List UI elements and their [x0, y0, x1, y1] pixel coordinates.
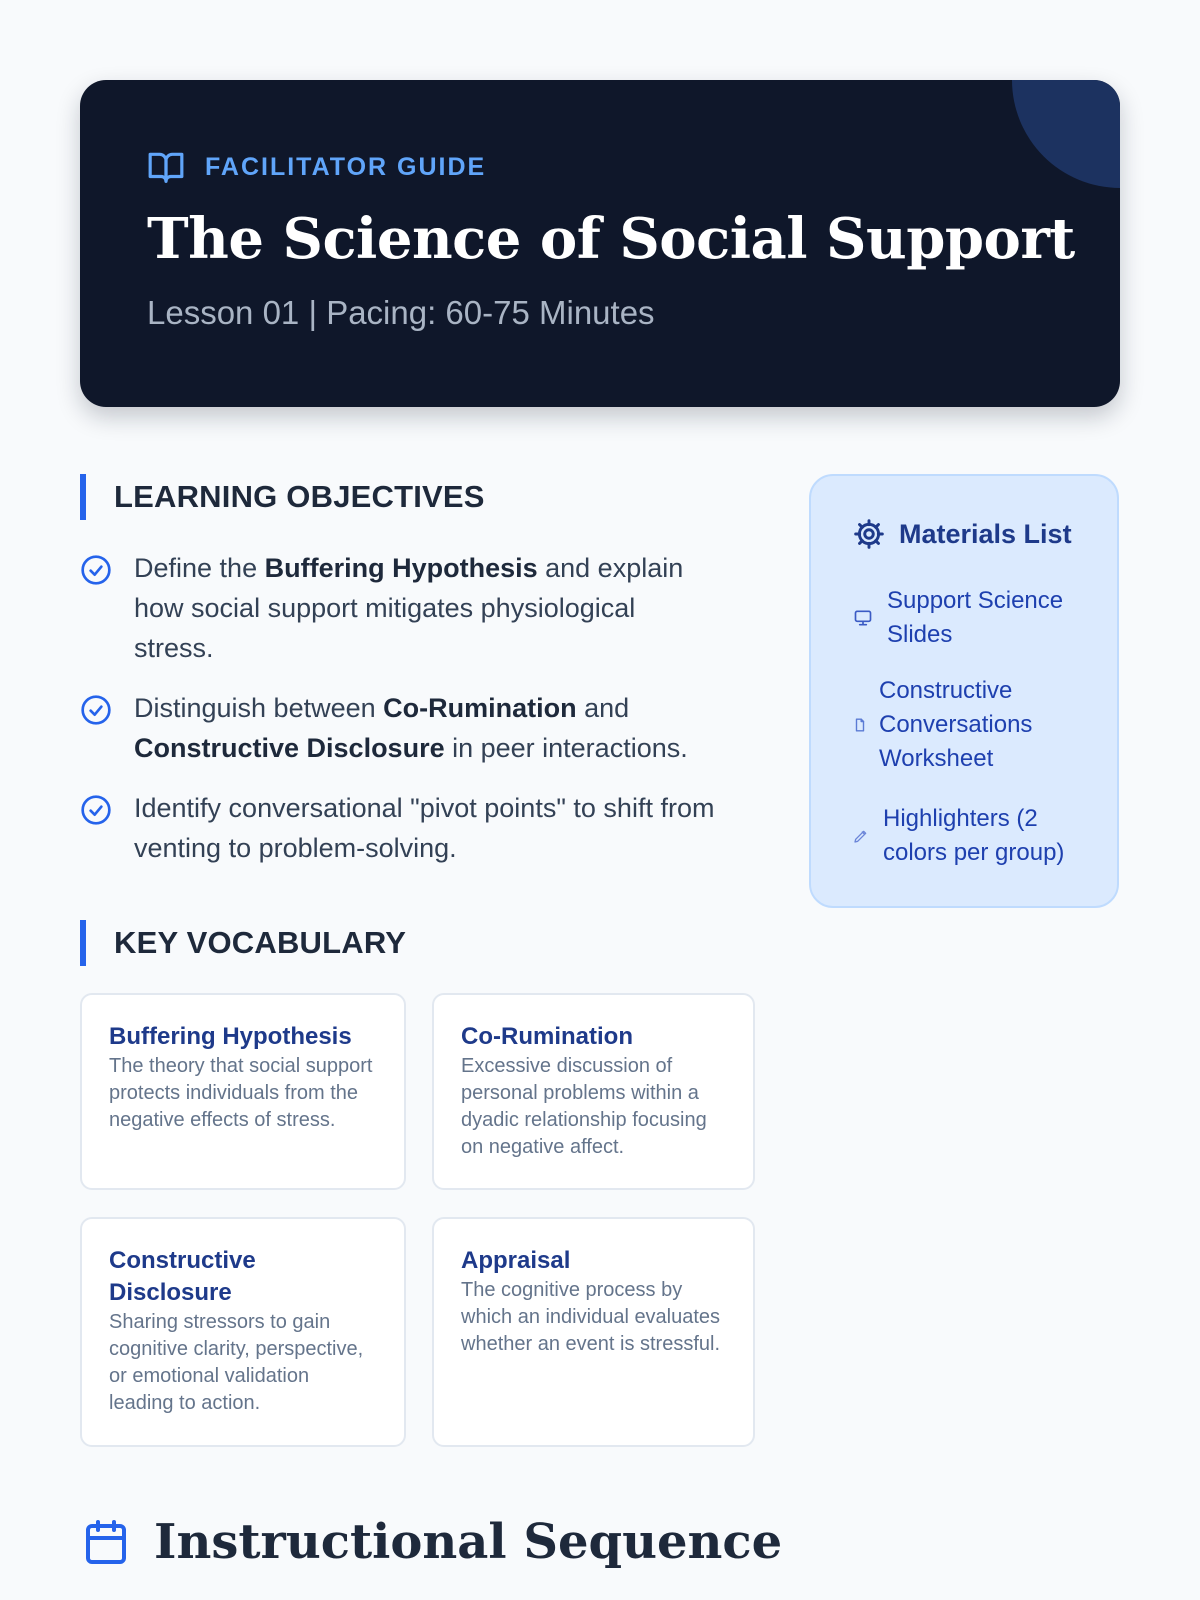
section-accent-bar	[80, 474, 86, 520]
vocab-card	[80, 993, 406, 1190]
calendar-icon	[82, 1517, 130, 1567]
vocab-card	[432, 1217, 755, 1447]
vocab-definition: Excessive discussion of personal problems within a dyadic relationship focusing on negative affect.	[461, 1055, 707, 1158]
vocab-term: Co-Rumination	[461, 1023, 633, 1050]
objective-text: Define the Buffering Hypothesis and explain how social support mitigates physiological stress.	[134, 553, 684, 663]
objectives-list	[80, 548, 720, 888]
vocab-definition: Sharing stressors to gain cognitive clarity, perspective, or emotional validation leading to action.	[109, 1311, 364, 1414]
sequence-title: Instructional Sequence	[154, 1514, 783, 1570]
material-item	[853, 674, 1093, 776]
highlighter-icon	[853, 828, 869, 844]
materials-heading	[853, 518, 1072, 550]
check-circle-icon	[80, 794, 112, 826]
objective-text: Distinguish between Co-Rumination and Constructive Disclosure in peer interactions.	[134, 693, 688, 763]
vocab-definition: The cognitive process by which an individual evaluates whether an event is stressful.	[461, 1279, 721, 1355]
vocab-term: Buffering Hypothesis	[109, 1023, 352, 1050]
material-label: Highlighters (2 colors per group)	[883, 805, 1065, 866]
materials-title: Materials List	[899, 518, 1072, 549]
eyebrow	[147, 148, 486, 186]
objective-text: Identify conversational "pivot points" to shift from venting to problem-solving.	[134, 793, 715, 863]
book-open-icon	[147, 148, 185, 186]
material-label: Support Science Slides	[887, 587, 1064, 648]
vocab-card	[432, 993, 755, 1190]
check-circle-icon	[80, 694, 112, 726]
lesson-header-card	[80, 80, 1120, 407]
materials-card	[809, 474, 1119, 908]
eyebrow-label: FACILITATOR GUIDE	[205, 152, 487, 181]
objective-item	[80, 548, 720, 668]
vocab-term: Constructive Disclosure	[109, 1247, 256, 1306]
vocab-card	[80, 1217, 406, 1447]
gear-icon	[853, 518, 885, 550]
vocabulary-title: KEY VOCABULARY	[114, 925, 407, 960]
lesson-subtitle: Lesson 01 | Pacing: 60-75 Minutes	[147, 294, 655, 331]
page-title: The Science of Social Support	[147, 206, 1075, 272]
decorative-corner-circle	[1012, 80, 1120, 188]
sequence-heading	[82, 1514, 782, 1570]
objective-item	[80, 788, 720, 868]
material-item	[853, 584, 1093, 652]
section-accent-bar	[80, 920, 86, 966]
vocabulary-heading	[80, 920, 406, 966]
vocab-term: Appraisal	[461, 1247, 571, 1274]
monitor-icon	[853, 608, 873, 628]
vocab-definition: The theory that social support protects individuals from the negative effects of stress.	[109, 1055, 373, 1131]
material-item	[853, 802, 1093, 870]
material-label: Constructive Conversations Worksheet	[879, 677, 1033, 772]
check-circle-icon	[80, 554, 112, 586]
objectives-heading	[80, 474, 485, 520]
objective-item	[80, 688, 720, 768]
objectives-title: LEARNING OBJECTIVES	[114, 479, 485, 514]
file-icon	[853, 718, 867, 732]
